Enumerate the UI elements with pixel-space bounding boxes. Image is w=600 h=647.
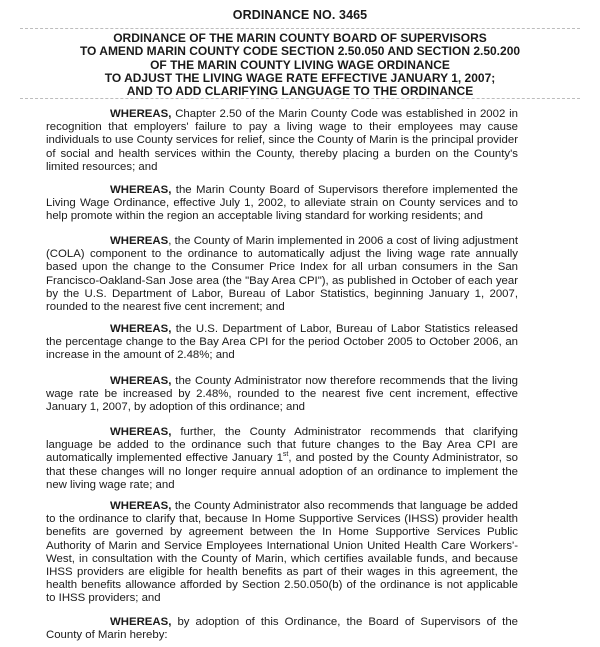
whereas-lead: WHEREAS,	[110, 500, 172, 512]
whereas-paragraph-5	[46, 375, 518, 415]
whereas-paragraph-2	[46, 184, 518, 224]
paragraph-text: further, the County Administrator recommends that clarifying language be added to the ordinance such that future changes to the Bay Area CPI are automatically implemented effective January 1	[46, 426, 518, 465]
paragraph-text: the County Administrator now therefore recommends that the living wage rate be increased by 2.48%, rounded to the nearest five cent increment, effective January 1, 2007, by adoption of this ordinance; and	[46, 375, 518, 414]
paragraph-text: , the County of Marin implemented in 2006 a cost of living adjustment (COLA) component to the ordinance to automatically adjust the living wage rate annually based upon the change to the Consumer Price Index for all urban consumers in the San Francisco-Oakland-San Jose area (the "Bay Area CPI"), as published in October of each year by the U.S. Department of Labor, Bureau of Labor Statistics, beginning January 1, 2007, rounded to the nearest five cent increment; and	[46, 235, 518, 314]
whereas-lead: WHEREAS,	[110, 375, 172, 387]
ordinance-title	[20, 32, 580, 98]
whereas-paragraph-6	[46, 426, 518, 492]
whereas-lead: WHEREAS	[110, 235, 169, 247]
whereas-lead: WHEREAS,	[110, 616, 172, 628]
paragraph-text: by adoption of this Ordinance, the Board of Supervisors of the County of Marin hereby:	[46, 616, 518, 642]
paragraph-text: the County Administrator also recommends that language be added to the ordinance to clarify that, because In Home Supportive Services (IHSS) provider health benefits are governed by agreement between the In Home Supportive Services Public Authority of Marin and Service Employees International Union United Health Care Workers'-West, in consultation with the County of Marin, which certifies available funds, and because IHSS providers are eligible for health benefits as part of their wages in this agreement, the health benefits allowance afforded by Section 2.50.050(b) of the ordinance is not applicable to IHSS providers; and	[46, 500, 518, 605]
whereas-paragraph-7	[46, 500, 518, 606]
title-line: AND TO ADD CLARIFYING LANGUAGE TO THE ORDINANCE	[126, 84, 474, 99]
divider-bottom	[20, 98, 580, 99]
ordinal-suffix: st	[282, 451, 289, 459]
title-line: ORDINANCE OF THE MARIN COUNTY BOARD OF SUPERVISORS	[113, 31, 487, 45]
title-line: TO AMEND MARIN COUNTY CODE SECTION 2.50.050 AND SECTION 2.50.200	[79, 44, 521, 59]
divider-top	[20, 28, 580, 29]
whereas-paragraph-4	[46, 323, 518, 363]
paragraph-text: , and posted by the County Administrator, so that these changes will no longer require annual adoption of an ordinance to implement the new living wage rate; and	[46, 452, 519, 491]
whereas-lead: WHEREAS,	[110, 108, 172, 120]
whereas-paragraph-3	[46, 235, 518, 314]
paragraph-text: the Marin County Board of Supervisors therefore implemented the Living Wage Ordinance, effective July 1, 2002, to alleviate strain on County services and to help promote within the region an acceptable living standard for working residents; and	[46, 184, 518, 223]
title-line: TO ADJUST THE LIVING WAGE RATE EFFECTIVE JANUARY 1, 2007;	[104, 70, 496, 85]
whereas-paragraph-1	[46, 108, 518, 174]
title-line: OF THE MARIN COUNTY LIVING WAGE ORDINANCE	[150, 57, 450, 72]
whereas-paragraph-8	[46, 616, 518, 642]
paragraph-text: the U.S. Department of Labor, Bureau of Labor Statistics released the percentage change to the Bay Area CPI for the period October 2005 to October 2006, an increase in the amount of 2.48%; and	[46, 323, 518, 362]
whereas-lead: WHEREAS,	[110, 184, 172, 196]
whereas-lead: WHEREAS,	[110, 323, 172, 335]
ordinance-number: ORDINANCE NO. 3465	[232, 8, 368, 22]
whereas-lead: WHEREAS,	[110, 426, 172, 438]
paragraph-text: Chapter 2.50 of the Marin County Code was established in 2002 in recognition that employers' failure to pay a living wage to their employees may cause individuals to use County services for relief, since the County of Marin is the principal provider of social and health services within the County, thereby placing a burden on the County's limited resources; and	[46, 108, 518, 173]
